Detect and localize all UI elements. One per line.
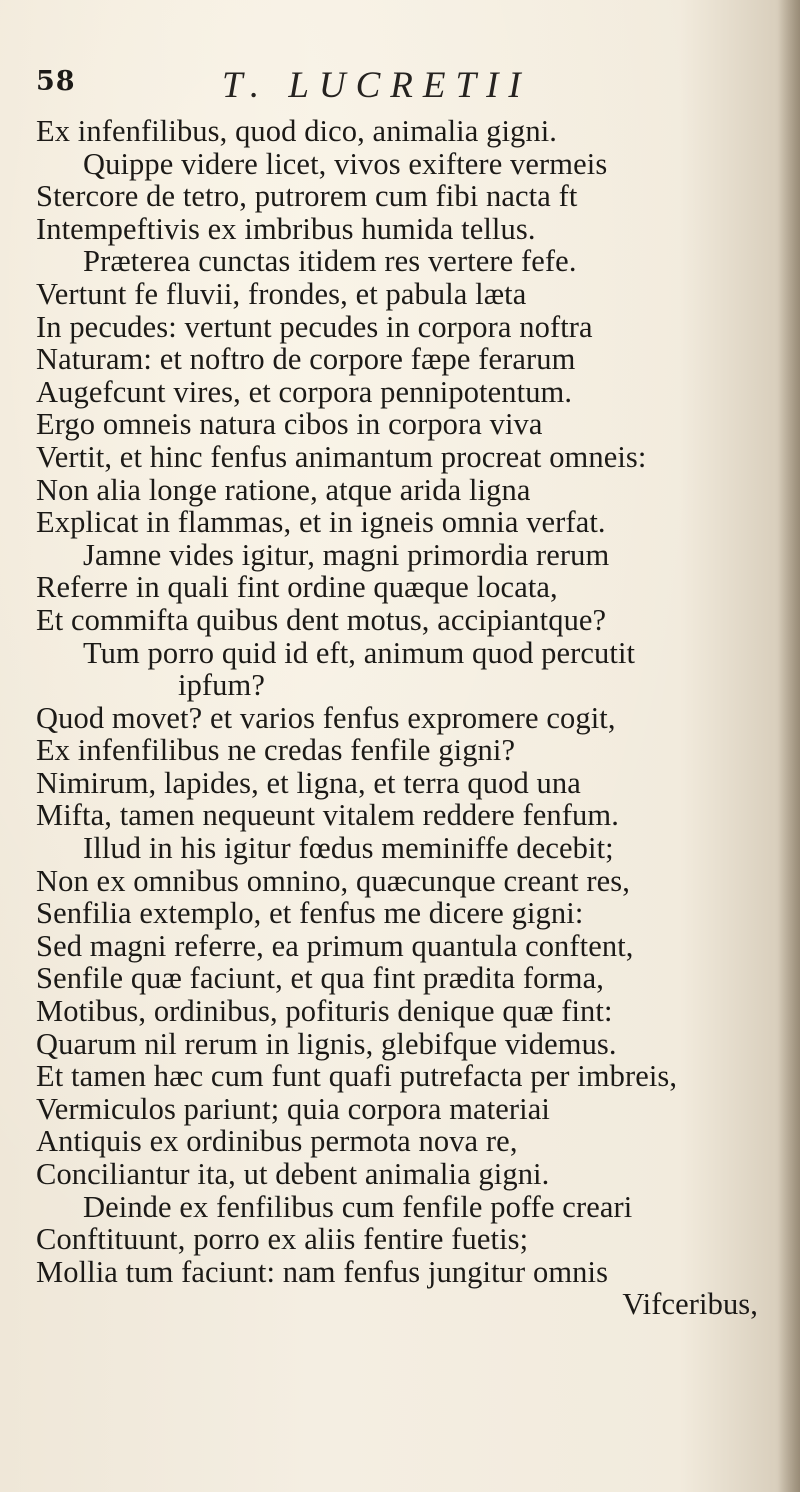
verse-line: Et tamen hæc cum funt quafi putrefacta per imbreis, [36,1059,678,1094]
verse-line: Conftituunt, porro ex aliis fentire fuetis; [36,1222,529,1257]
verse-line: Explicat in flammas, et in igneis omnia verfat. [36,505,606,540]
verse-line: Antiquis ex ordinibus permota nova re, [36,1124,518,1159]
verse-line: In pecudes: vertunt pecudes in corpora noftra [36,309,593,344]
page-edge-shadow [778,0,800,1492]
running-title: T. LUCRETII [222,65,531,106]
verse-line: Naturam: et noftro de corpore fæpe ferarum [36,342,576,377]
verse-line: Quippe videre licet, vivos exiftere vermeis [83,146,608,181]
verse-line: Mollia tum faciunt: nam fenfus jungitur omnis [36,1254,609,1289]
verse-line: Jamne vides igitur, magni primordia rerum [83,537,610,572]
verse-line: Motibus, ordinibus, pofituris denique quæ fint: [36,994,613,1029]
verse-line: Mifta, tamen nequeunt vitalem reddere fenfum. [36,798,619,833]
verse-line: Vertunt fe fluvii, frondes, et pabula læta [36,276,527,311]
verse-line: Præterea cunctas itidem res vertere fefe. [83,244,577,279]
verse-line: Vermiculos pariunt; quia corpora materiai [36,1091,550,1126]
verse-line: Ex infenfilibus, quod dico, animalia gigni. [36,114,558,148]
verse-line: Intempeftivis ex imbribus humida tellus. [36,211,536,246]
catchword: Vifceribus, [622,1287,758,1322]
verse-line: Non alia longe ratione, atque arida ligna [36,472,531,507]
verse-line: Nimirum, lapides, et ligna, et terra quod una [36,765,581,800]
page-number: 58 [36,66,76,97]
verse-line: Sed magni referre, ea primum quantula conftent, [36,928,634,963]
verse-line: Senfilia extemplo, et fenfus me dicere gigni: [36,896,584,931]
poem-text [36,115,766,1321]
verse-line: Conciliantur ita, ut debent animalia gigni. [36,1157,550,1191]
verse-line: Tum porro quid id eft, animum quod percutit [83,635,636,670]
verse-line: Non ex omnibus omnino, quæcunque creant res, [36,863,630,898]
page-header [36,66,596,106]
verse-line: Vertit, et hinc fenfus animantum procreat omneis: [36,439,647,474]
verse-line: Senfile quæ faciunt, et qua fint prædita forma, [36,961,604,996]
verse-line: Ergo omneis natura cibos in corpora viva [36,407,543,442]
verse-line: Quod movet? et varios fenfus expromere cogit, [36,700,616,735]
verse-line: Deinde ex fenfilibus cum fenfile poffe creari [83,1189,633,1224]
verse-line: Illud in his igitur fœdus meminiffe decebit; [83,831,614,866]
verse-line: Stercore de tetro, putrorem cum fibi nacta ft [36,179,578,214]
verse-line: Referre in quali fint ordine quæque locata, [36,570,558,605]
verse-line: Augefcunt vires, et corpora pennipotentum. [36,374,573,409]
verse-line: Et commifta quibus dent motus, accipiantque? [36,602,607,637]
verse-line: ipfum? [178,668,265,703]
verse-line: Ex infenfilibus ne credas fenfile gigni? [36,733,516,768]
verse-line: Quarum nil rerum in lignis, glebifque videmus. [36,1026,617,1061]
